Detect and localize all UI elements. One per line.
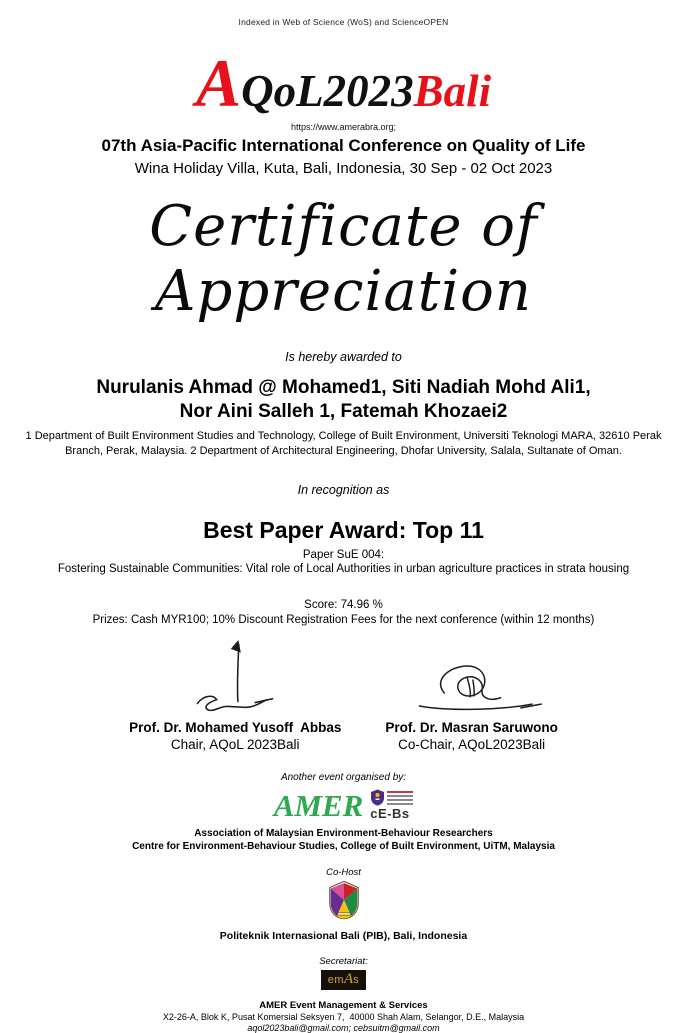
cebs-logo-block — [370, 789, 413, 821]
signature-chair — [129, 636, 341, 752]
chair-signature-image — [160, 636, 310, 718]
conference-venue: Wina Holiday Villa, Kuta, Bali, Indonesia, 30 Sep - 02 Oct 2023 — [134, 160, 553, 178]
uitm-caption-lines — [387, 791, 413, 805]
awardee-names-line1: Nurulanis Ahmad @ Mohamed1, Siti Nadiah Mohd Ali1, — [96, 376, 591, 398]
signature-cochair — [385, 636, 558, 752]
awardee-affiliation: 1 Department of Built Environment Studies and Technology, College of Built Environment, Universiti Teknologi MARA, 32610 Perak Branch, Perak, Malaysia. 2 Department of Architectural Engineering, Dhofar University, Salala, Sultanate of Oman. — [25, 430, 662, 458]
awarded-to-label: Is hereby awarded to — [285, 349, 402, 364]
cohost-label: Co-Host — [326, 867, 361, 879]
paper-title: Fostering Sustainable Communities: Vital role of Local Authorities in urban agriculture practices in strata housing — [57, 563, 630, 576]
conference-title: 07th Asia-Pacific International Conference on Quality of Life — [101, 136, 586, 156]
emas-logo-em: em — [327, 974, 345, 987]
aqol-logo — [195, 45, 492, 121]
organisation-url: https://www.amerabra.org; — [290, 122, 397, 133]
prizes-text: Prizes: Cash MYR100; 10% Discount Registration Fees for the next conference (within 12 months) — [92, 614, 595, 627]
association-line2: Centre for Environment-Behaviour Studies, College of Built Environment, UiTM, Malaysia — [132, 841, 555, 853]
indexed-note: Indexed in Web of Science (WoS) and ScienceOPEN — [238, 17, 449, 27]
emas-logo — [321, 970, 366, 990]
footer-address: X2-26-A, Blok K, Pusat Komersial Seksyen 7, 40000 Shah Alam, Selangor, D.E., Malaysia — [162, 1011, 525, 1022]
amer-logo-text: AMER — [273, 787, 364, 823]
award-title: Best Paper Award: Top 11 — [203, 517, 484, 544]
cohost-name: Politeknik Internasional Bali (PIB), Bali, Indonesia — [219, 930, 468, 943]
cochair-signature-image — [387, 636, 557, 718]
logo-letter-a: A — [195, 45, 242, 121]
chair-name: Prof. Dr. Mohamed Yusoff Abbas — [129, 720, 342, 736]
emas-logo-s: s — [353, 974, 360, 987]
footer-organisation: AMER Event Management & Services — [259, 999, 428, 1011]
awardee-names-line2: Nor Aini Salleh 1, Fatemah Khozaei2 — [179, 400, 508, 422]
another-event-label: Another event organised by: — [280, 772, 407, 784]
secretariat-label: Secretariat: — [319, 956, 368, 968]
logo-qol-text: QoL2023 — [241, 66, 414, 116]
score-text: Score: 74.96 % — [304, 599, 383, 612]
uitm-crest-icon — [370, 789, 385, 806]
pib-crest-logo — [328, 880, 360, 925]
awardee-names — [96, 376, 590, 424]
pib-crest-icon — [328, 880, 360, 920]
footer-emails: aqol2023bali@gmail.com; cebsuitm@gmail.com — [247, 1022, 440, 1033]
recognition-label: In recognition as — [297, 483, 390, 498]
amer-cebs-logo — [274, 789, 414, 821]
uitm-crest-row — [370, 789, 413, 806]
certificate-title: Certificate of Appreciation — [149, 194, 538, 324]
chair-role: Chair, AQoL 2023Bali — [170, 737, 300, 753]
signature-block — [129, 636, 558, 752]
logo-bali-text: Bali — [413, 66, 492, 116]
emas-logo-a: A — [344, 971, 354, 988]
cochair-signature-scribble-icon — [387, 658, 557, 718]
paper-id: Paper SuE 004: — [302, 549, 385, 562]
association-line1: Association of Malaysian Environment-Behaviour Researchers — [194, 828, 493, 840]
chair-signature-scribble-icon — [160, 636, 310, 718]
cochair-name: Prof. Dr. Masran Saruwono — [385, 720, 558, 736]
cebs-logo-text: cE-Bs — [370, 806, 410, 822]
cochair-role: Co-Chair, AQoL2023Bali — [398, 737, 546, 753]
